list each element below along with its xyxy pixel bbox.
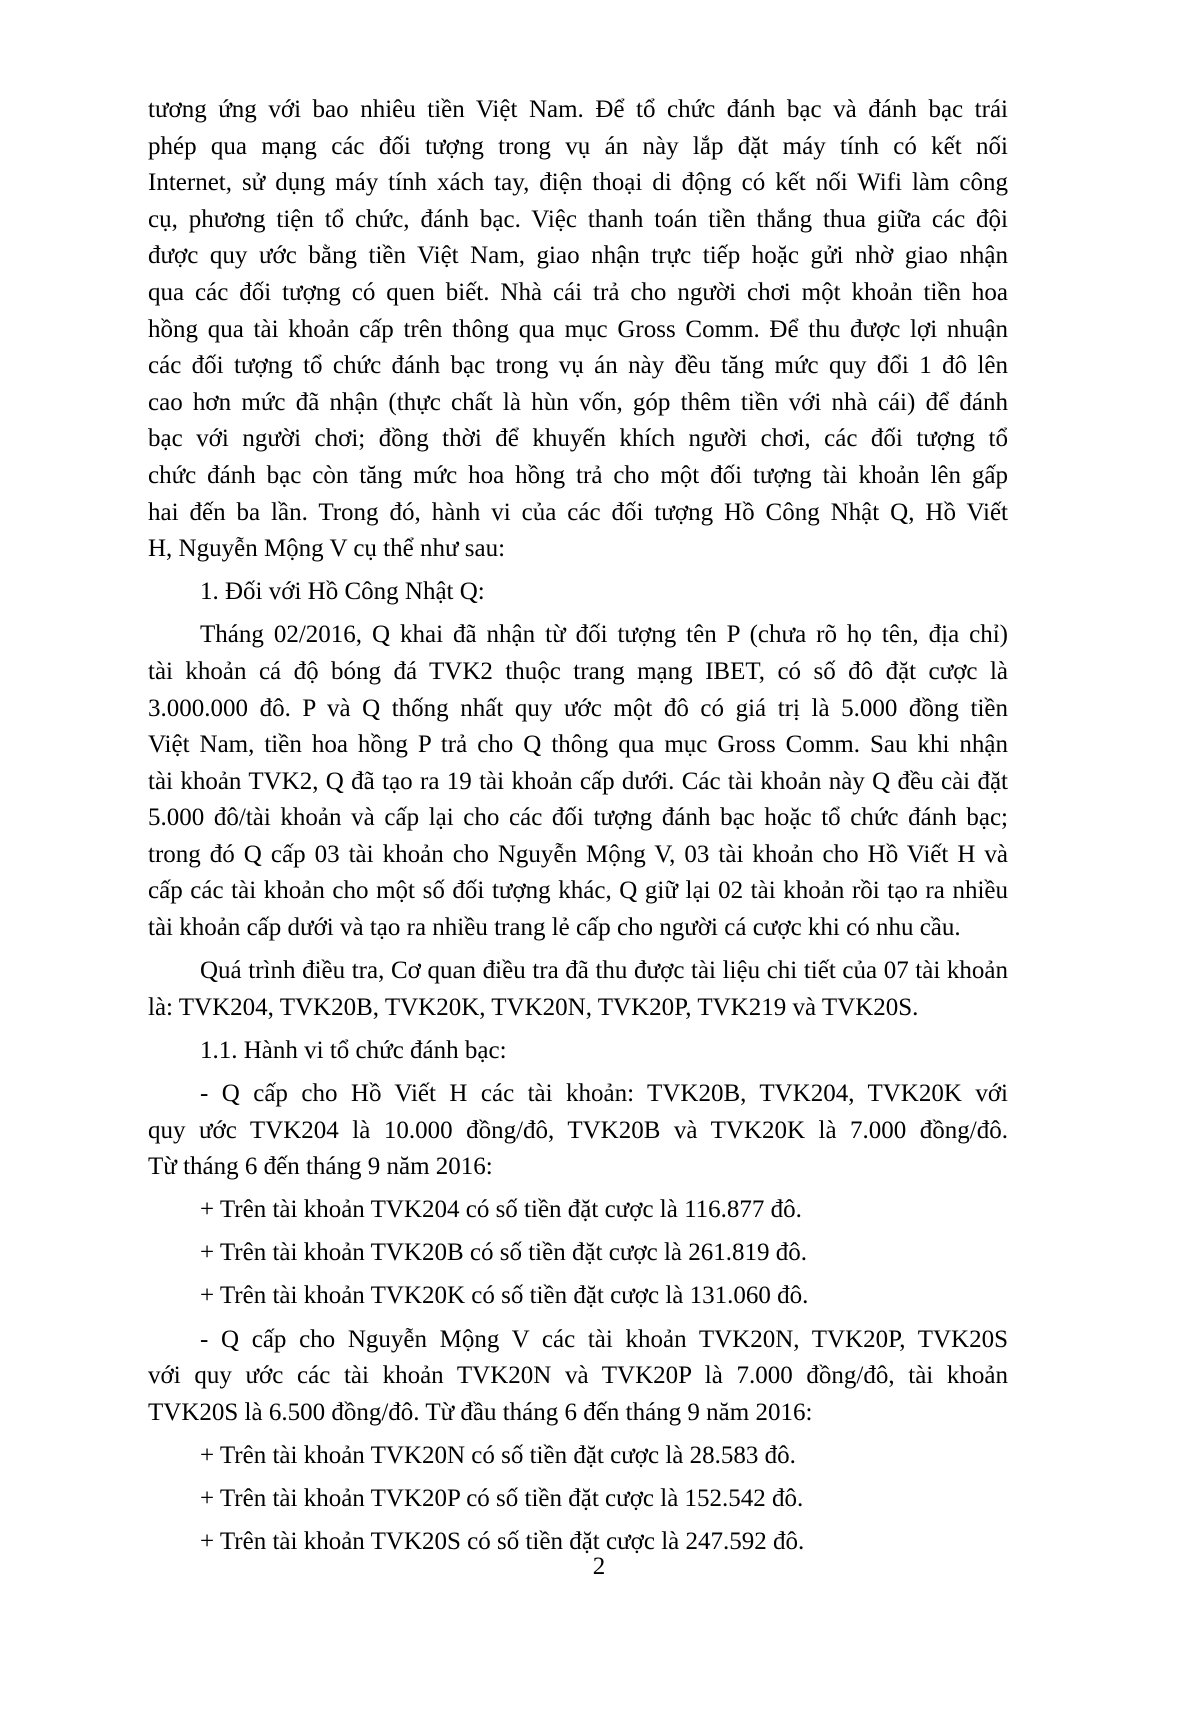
text-line: chức đánh bạc còn tăng mức hoa hồng trả cho một đối tượng tài khoản lên gấp — [148, 461, 1008, 489]
text-line: trong đó Q cấp 03 tài khoản cho Nguyễn Mộng V, 03 tài khoản cho Hồ Viết H và — [148, 840, 1008, 868]
paragraph — [148, 953, 1008, 1026]
text-line: là: TVK204, TVK20B, TVK20K, TVK20N, TVK20P, TVK219 và TVK20S. — [148, 993, 919, 1021]
text-line: tài khoản cá độ bóng đá TVK2 thuộc trang mạng IBET, có số đô đặt cược là — [148, 657, 1008, 685]
text-line: + Trên tài khoản TVK20N có số tiền đặt cược là 28.583 đô. — [200, 1441, 796, 1469]
paragraph — [148, 1438, 1008, 1475]
text-line: - Q cấp cho Nguyễn Mộng V các tài khoản TVK20N, TVK20P, TVK20S — [200, 1325, 1008, 1353]
text-line: hồng qua tài khoản cấp trên thông qua mục Gross Comm. Để thu được lợi nhuận — [148, 315, 1008, 343]
text-line: phép qua mạng các đối tượng trong vụ án này lắp đặt máy tính có kết nối — [148, 132, 1008, 160]
text-line: Quá trình điều tra, Cơ quan điều tra đã thu được tài liệu chi tiết của 07 tài khoản — [200, 957, 1008, 985]
paragraph — [148, 1033, 1008, 1070]
text-line: 1. Đối với Hồ Công Nhật Q: — [200, 578, 485, 606]
text-line: tài khoản cấp dưới và tạo ra nhiều trang lẻ cấp cho người cá cược khi có nhu cầu. — [148, 914, 961, 942]
text-line: các đối tượng tổ chức đánh bạc trong vụ án này đều tăng mức quy đổi 1 đô lên — [148, 352, 1008, 380]
text-line: qua các đối tượng có quen biết. Nhà cái trả cho người chơi một khoản tiền hoa — [148, 278, 1008, 306]
paragraph — [148, 1235, 1008, 1272]
text-line: cụ, phương tiện tổ chức, đánh bạc. Việc thanh toán tiền thắng thua giữa các đội — [148, 205, 1008, 233]
text-line: 3.000.000 đô. P và Q thống nhất quy ước một đô có giá trị là 5.000 đồng tiền — [148, 694, 1008, 722]
text-line: + Trên tài khoản TVK20K có số tiền đặt cược là 131.060 đô. — [200, 1282, 809, 1310]
text-line: 1.1. Hành vi tổ chức đánh bạc: — [200, 1036, 507, 1064]
document-body — [148, 92, 1008, 1561]
text-line: bạc với người chơi; đồng thời để khuyến khích người chơi, các đối tượng tổ — [148, 425, 1008, 453]
page-number: 2 — [592, 1553, 606, 1580]
text-line: + Trên tài khoản TVK20P có số tiền đặt cược là 152.542 đô. — [200, 1484, 804, 1512]
paragraph — [148, 1076, 1008, 1186]
text-line: Việt Nam, tiền hoa hồng P trả cho Q thông qua mục Gross Comm. Sau khi nhận — [148, 731, 1008, 759]
text-line: H, Nguyễn Mộng V cụ thể như sau: — [148, 535, 506, 563]
text-line: Internet, sử dụng máy tính xách tay, điện thoại di động có kết nối Wifi làm công — [148, 169, 1008, 197]
text-line: quy ước TVK204 là 10.000 đồng/đô, TVK20B và TVK20K là 7.000 đồng/đô. — [148, 1116, 1008, 1144]
paragraph — [148, 1322, 1008, 1432]
text-line: + Trên tài khoản TVK20B có số tiền đặt cược là 261.819 đô. — [200, 1239, 808, 1267]
text-line: + Trên tài khoản TVK20S có số tiền đặt cược là 247.592 đô. — [200, 1527, 805, 1555]
text-line: Từ tháng 6 đến tháng 9 năm 2016: — [148, 1153, 493, 1181]
text-line: cấp các tài khoản cho một số đối tượng khác, Q giữ lại 02 tài khoản rồi tạo ra nhiều — [148, 877, 1008, 905]
text-line: 5.000 đô/tài khoản và cấp lại cho các đối tượng đánh bạc hoặc tổ chức đánh bạc; — [148, 804, 1008, 832]
text-line: tương ứng với bao nhiêu tiền Việt Nam. Để tổ chức đánh bạc và đánh bạc trái — [148, 96, 1008, 123]
paragraph — [148, 92, 1008, 568]
text-line: - Q cấp cho Hồ Viết H các tài khoản: TVK20B, TVK204, TVK20K với — [200, 1079, 1008, 1107]
paragraph — [148, 574, 1008, 611]
text-line: cao hơn mức đã nhận (thực chất là hùn vốn, góp thêm tiền với nhà cái) để đánh — [148, 388, 1008, 416]
paragraph — [148, 617, 1008, 946]
text-line: Tháng 02/2016, Q khai đã nhận từ đối tượng tên P (chưa rõ họ tên, địa chỉ) — [200, 621, 1008, 649]
text-line: TVK20S là 6.500 đồng/đô. Từ đầu tháng 6 đến tháng 9 năm 2016: — [148, 1398, 813, 1426]
text-line: hai đến ba lần. Trong đó, hành vi của các đối tượng Hồ Công Nhật Q, Hồ Viết — [148, 498, 1008, 526]
paragraph — [148, 1481, 1008, 1518]
text-line: được quy ước bằng tiền Việt Nam, giao nhận trực tiếp hoặc gửi nhờ giao nhận — [148, 242, 1008, 270]
paragraph — [148, 1192, 1008, 1229]
text-line: + Trên tài khoản TVK204 có số tiền đặt cược là 116.877 đô. — [200, 1196, 802, 1224]
text-line: tài khoản TVK2, Q đã tạo ra 19 tài khoản cấp dưới. Các tài khoản này Q đều cài đặt — [148, 767, 1008, 795]
text-line: với quy ước các tài khoản TVK20N và TVK20P là 7.000 đồng/đô, tài khoản — [148, 1362, 1008, 1390]
paragraph — [148, 1278, 1008, 1315]
